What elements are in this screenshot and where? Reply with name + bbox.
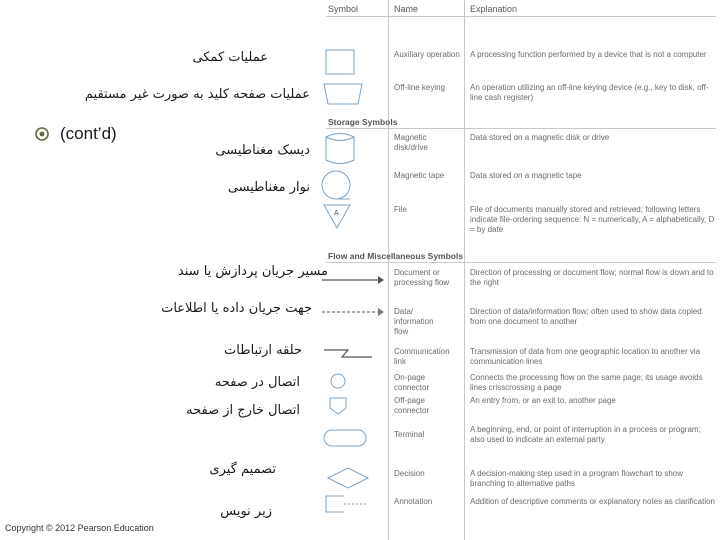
row-expl-on-page-connector: Connects the processing flow on the same page; its usage avoids lines crisscrossing a page [470,373,703,392]
label-document-flow: مسیر جریان پردازش یا سند [177,264,328,279]
copyright-notice: Copyright © 2012 Pearson Education [5,523,154,533]
row-name-offline-keying: Off-line keying [394,83,445,92]
magnetic-disk-symbol [326,134,354,164]
label-offline-keying: عملیات صفحه کلید به صورت غیر مستقیم [84,87,310,102]
flow-symbols-heading: Flow and Miscellaneous Symbols [328,251,464,261]
storage-symbols-heading: Storage Symbols [328,117,398,127]
row-expl-magnetic-tape: Data stored on a magnetic tape [470,171,582,180]
bullet-cont [34,124,117,144]
symbols-table [318,0,720,540]
row-name-magnetic-tape: Magnetic tape [394,171,445,180]
row-name-off-page-connector: Off-page connector [394,396,430,415]
row-expl-off-page-connector: An entry from, or an exit to, another page [470,396,616,405]
bullet-text: (cont’d) [60,124,117,143]
label-on-page-connector: اتصال در صفحه [214,375,300,390]
row-name-communication-link: Communication link [394,347,450,366]
label-auxiliary-operation: عملیات کمکی [192,50,268,65]
row-expl-auxiliary: A processing function performed by a device that is not a computer [470,50,707,59]
label-communication-link: حلقه ارتباطات [224,343,302,358]
label-data-flow: جهت جریان داده یا اطلاعات [161,301,312,316]
label-annotation: زیر نویس [220,504,272,519]
col-header-name: Name [394,4,419,14]
label-off-page-connector: اتصال خارج از صفحه [186,403,300,418]
label-decision: تصمیم گیری [209,462,276,477]
terminal-symbol [324,430,366,446]
auxiliary-operation-symbol [326,50,354,74]
symbols-column [318,0,388,540]
row-name-auxiliary: Auxiliary operation [394,50,460,59]
communication-link-symbol [324,350,372,357]
row-expl-magnetic-disk: Data stored on a magnetic disk or drive [470,133,610,142]
offline-keying-symbol [324,84,362,104]
col-divider-2 [464,0,465,540]
label-magnetic-tape: نوار مغناطیسی [227,180,310,195]
col-divider-1 [388,0,389,540]
row-expl-decision: A decision-making step used in a program flowchart to show branching to alternative paths [470,469,683,488]
row-expl-file: File of documents manually stored and retrieved; following letters indicate file-ordering sequence: N = numerically, A = alphabetically, D = by date [470,205,715,234]
row-expl-data-flow: Direction of data/information flow; often used to show data copied from one document to another [470,307,702,326]
row-expl-annotation: Addition of descriptive comments or explanatory notes as clarification [470,497,716,506]
file-symbol-letter: A [334,210,339,217]
label-magnetic-disk: دیسک مغناطیسی [215,143,310,158]
annotation-symbol [326,496,344,512]
row-expl-terminal: A beginning, end, or point of interruption in a process or program; also used to indicate an external party [470,425,701,444]
row-expl-offline-keying: An operation utilizing an off-line keying device (e.g., key to disk, off-line cash register) [470,83,709,102]
col-header-explanation: Explanation [470,4,518,14]
bullet-icon [34,126,50,142]
row-name-magnetic-disk: Magnetic disk/drive [394,133,428,152]
row-name-terminal: Terminal [394,430,425,439]
row-name-annotation: Annotation [394,497,433,506]
magnetic-tape-symbol [322,171,350,199]
row-name-decision: Decision [394,469,425,478]
decision-symbol [328,468,368,488]
row-name-file: File [394,205,407,214]
row-name-data-flow: Data/ information flow [394,307,434,336]
col-header-symbol: Symbol [328,4,359,14]
row-name-document-flow: Document or processing flow [394,268,450,287]
row-name-on-page-connector: On-page connector [394,373,430,392]
row-expl-communication-link: Transmission of data from one geographic location to another via communication lines [470,347,701,366]
on-page-connector-symbol [331,374,345,388]
off-page-connector-symbol [330,398,346,414]
row-expl-document-flow: Direction of processing or document flow; normal flow is down and to the right [470,268,714,287]
